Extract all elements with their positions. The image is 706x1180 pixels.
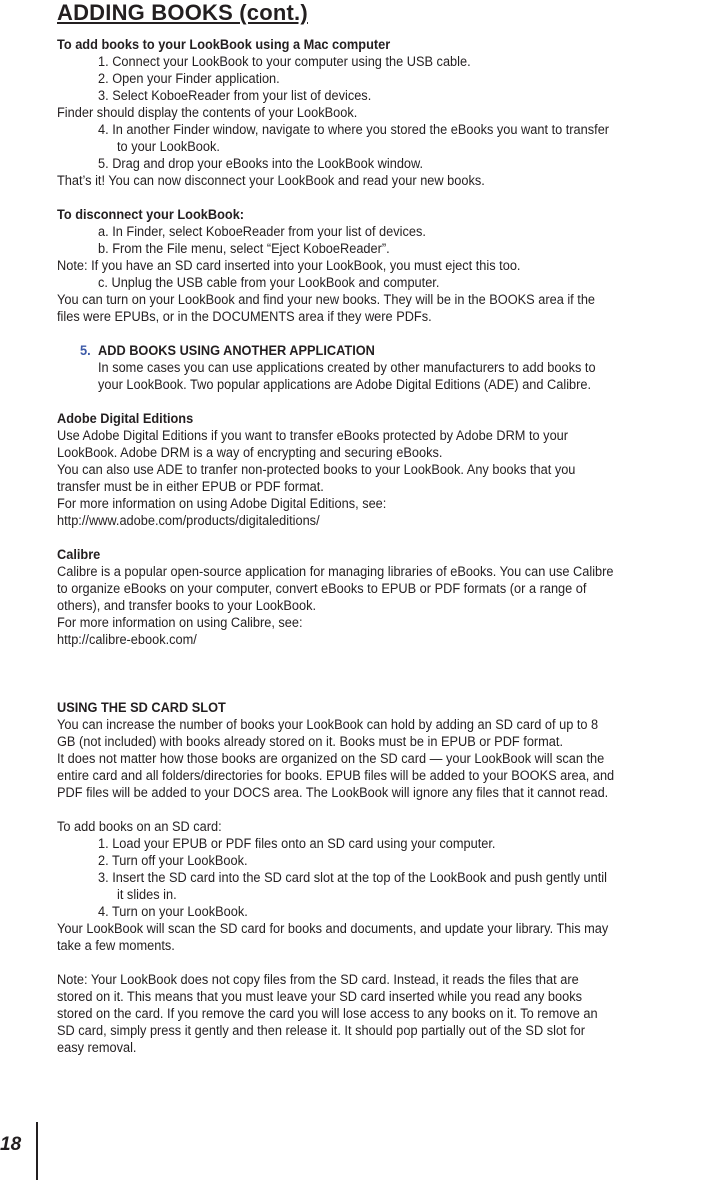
ade-line-3: You can also use ADE to tranfer non-protected books to your LookBook. Any books that you (57, 462, 576, 478)
mac-step-5: 5. Drag and drop your eBooks into the LookBook window. (98, 156, 424, 172)
mac-step-3: 3. Select KoboeReader from your list of devices. (98, 88, 372, 104)
sd-line-3: It does not matter how those books are organized on the SD card — your LookBook will scan the (57, 751, 605, 767)
sd-step-3: 3. Insert the SD card into the SD card slot at the top of the LookBook and push gently until (98, 870, 607, 886)
mac-step-2: 2. Open your Finder application. (98, 71, 280, 87)
mac-step-4-cont: to your LookBook. (117, 139, 220, 155)
sd-step-3-cont: it slides in. (117, 887, 177, 903)
sd-note-line-4: SD card, simply press it gently and then release it. It should pop partially out of the SD slot for (57, 1023, 586, 1039)
sd-note-line-2: stored on it. This means that you must leave your SD card inserted while you read any books (57, 989, 582, 1005)
ade-line-1: Use Adobe Digital Editions if you want to transfer eBooks protected by Adobe DRM to your (57, 428, 569, 444)
sd-step-4: 4. Turn on your LookBook. (98, 904, 248, 920)
mac-step-1: 1. Connect your LookBook to your computer using the USB cable. (98, 54, 471, 70)
sd-scan-line-1: Your LookBook will scan the SD card for books and documents, and update your library. This may (57, 921, 609, 937)
sd-line-2: GB (not included) with books already stored on it. Books must be in EPUB or PDF format. (57, 734, 564, 750)
mac-heading: To add books to your LookBook using a Mac computer (57, 37, 391, 53)
sd-note-line-5: easy removal. (57, 1040, 137, 1056)
section-5-line-2: your LookBook. Two popular applications are Adobe Digital Editions (ADE) and Calibre. (98, 377, 592, 393)
page-title: ADDING BOOKS (cont.) (57, 0, 308, 25)
calibre-line-1: Calibre is a popular open-source application for managing libraries of eBooks. You can use Calibre (57, 564, 614, 580)
sd-step-1: 1. Load your EPUB or PDF files onto an SD card using your computer. (98, 836, 496, 852)
ade-url: http://www.adobe.com/products/digitaleditions/ (57, 513, 320, 529)
sd-note-line-3: stored on the card. If you remove the card you will lose access to any books on it. To remove an (57, 1006, 598, 1022)
calibre-url: http://calibre-ebook.com/ (57, 632, 197, 648)
sd-step-2: 2. Turn off your LookBook. (98, 853, 248, 869)
sd-note-line-1: Note: Your LookBook does not copy files from the SD card. Instead, it reads the files that are (57, 972, 579, 988)
ade-line-2: LookBook. Adobe DRM is a way of encrypting and securing eBooks. (57, 445, 443, 461)
footer-divider (36, 1122, 38, 1180)
disconnect-step-a: a. In Finder, select KoboeReader from your list of devices. (98, 224, 426, 240)
section-5-line-1: In some cases you can use applications created by other manufacturers to add books to (98, 360, 596, 376)
sd-line-4: entire card and all folders/directories for books. EPUB files will be added to your BOOKS area, and (57, 768, 615, 784)
ade-line-4: transfer must be in either EPUB or PDF format. (57, 479, 324, 495)
section-5-heading: ADD BOOKS USING ANOTHER APPLICATION (98, 343, 375, 359)
disconnect-note: Note: If you have an SD card inserted into your LookBook, you must eject this too. (57, 258, 521, 274)
ade-line-5: For more information on using Adobe Digital Editions, see: (57, 496, 387, 512)
section-number: 5. (80, 343, 91, 359)
sd-line-1: You can increase the number of books your LookBook can hold by adding an SD card of up to 8 (57, 717, 599, 733)
disconnect-para-line-1: You can turn on your LookBook and find your new books. They will be in the BOOKS area if the (57, 292, 596, 308)
sd-intro: To add books on an SD card: (57, 819, 222, 835)
mac-finder-line: Finder should display the contents of your LookBook. (57, 105, 358, 121)
disconnect-heading: To disconnect your LookBook: (57, 207, 245, 223)
page-number: 18 (0, 1134, 22, 1155)
sd-heading: USING THE SD CARD SLOT (57, 700, 226, 716)
disconnect-step-b: b. From the File menu, select “Eject KoboeReader”. (98, 241, 390, 257)
calibre-line-2: to organize eBooks on your computer, convert eBooks to EPUB or PDF formats (or a range of (57, 581, 587, 597)
mac-step-4: 4. In another Finder window, navigate to where you stored the eBooks you want to transfer (98, 122, 610, 138)
calibre-line-3: others), and transfer books to your LookBook. (57, 598, 317, 614)
disconnect-step-c: c. Unplug the USB cable from your LookBook and computer. (98, 275, 440, 291)
mac-done-line: That’s it! You can now disconnect your LookBook and read your new books. (57, 173, 485, 189)
ade-heading: Adobe Digital Editions (57, 411, 194, 427)
calibre-heading: Calibre (57, 547, 101, 563)
sd-line-5: PDF files will be added to your DOCS area. The LookBook will ignore any files that it cannot read. (57, 785, 609, 801)
calibre-line-4: For more information on using Calibre, see: (57, 615, 303, 631)
disconnect-para-line-2: files were EPUBs, or in the DOCUMENTS area if they were PDFs. (57, 309, 432, 325)
sd-scan-line-2: take a few moments. (57, 938, 175, 954)
